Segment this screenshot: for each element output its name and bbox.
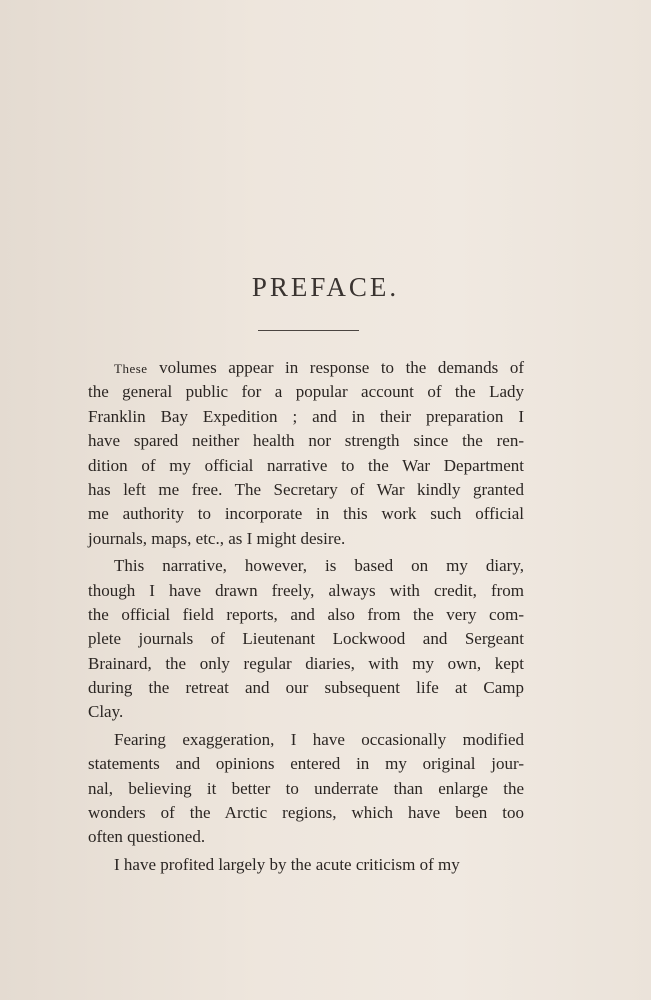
text-line: journals, maps, etc., as I might desire. [88,528,346,548]
text-line: have spared neither health nor strength since the ren- [88,431,524,451]
text-line: the official field reports, and also from the very com- [88,604,524,624]
text-line: wonders of the Arctic regions, which have been too [88,803,524,823]
text-line: the general public for a popular account of the Lady [88,382,524,402]
text-line: has left me free. The Secretary of War kindly granted [88,479,524,499]
text-line: Fearing exaggeration, I have occasionally modified [114,729,524,749]
preface-body [88,356,524,877]
text-line [88,356,524,380]
line-text: volumes appear in response to the demands of [147,358,524,377]
text-line: statements and opinions entered in my original jour- [88,754,524,774]
text-line: Brainard, the only regular diaries, with my own, kept [88,653,524,673]
text-line: though I have drawn freely, always with credit, from [88,580,524,600]
text-line: Clay. [88,702,124,722]
text-line: This narrative, however, is based on my diary, [114,556,524,576]
title-rule [258,330,359,331]
small-caps-opening-word: These [114,361,148,376]
text-line: dition of my official narrative to the War Department [88,455,524,475]
text-line: often questioned. [88,827,206,847]
text-line: nal, believing it better to underrate than enlarge the [88,778,524,798]
text-line: me authority to incorporate in this work such official [88,504,524,524]
page-title: PREFACE. [251,272,400,302]
text-line: during the retreat and our subsequent life at Camp [88,678,524,698]
text-line: Franklin Bay Expedition ; and in their preparation I [88,406,524,426]
text-line: plete journals of Lieutenant Lockwood and Sergeant [88,629,524,649]
text-line: I have profited largely by the acute criticism of my [114,854,460,874]
